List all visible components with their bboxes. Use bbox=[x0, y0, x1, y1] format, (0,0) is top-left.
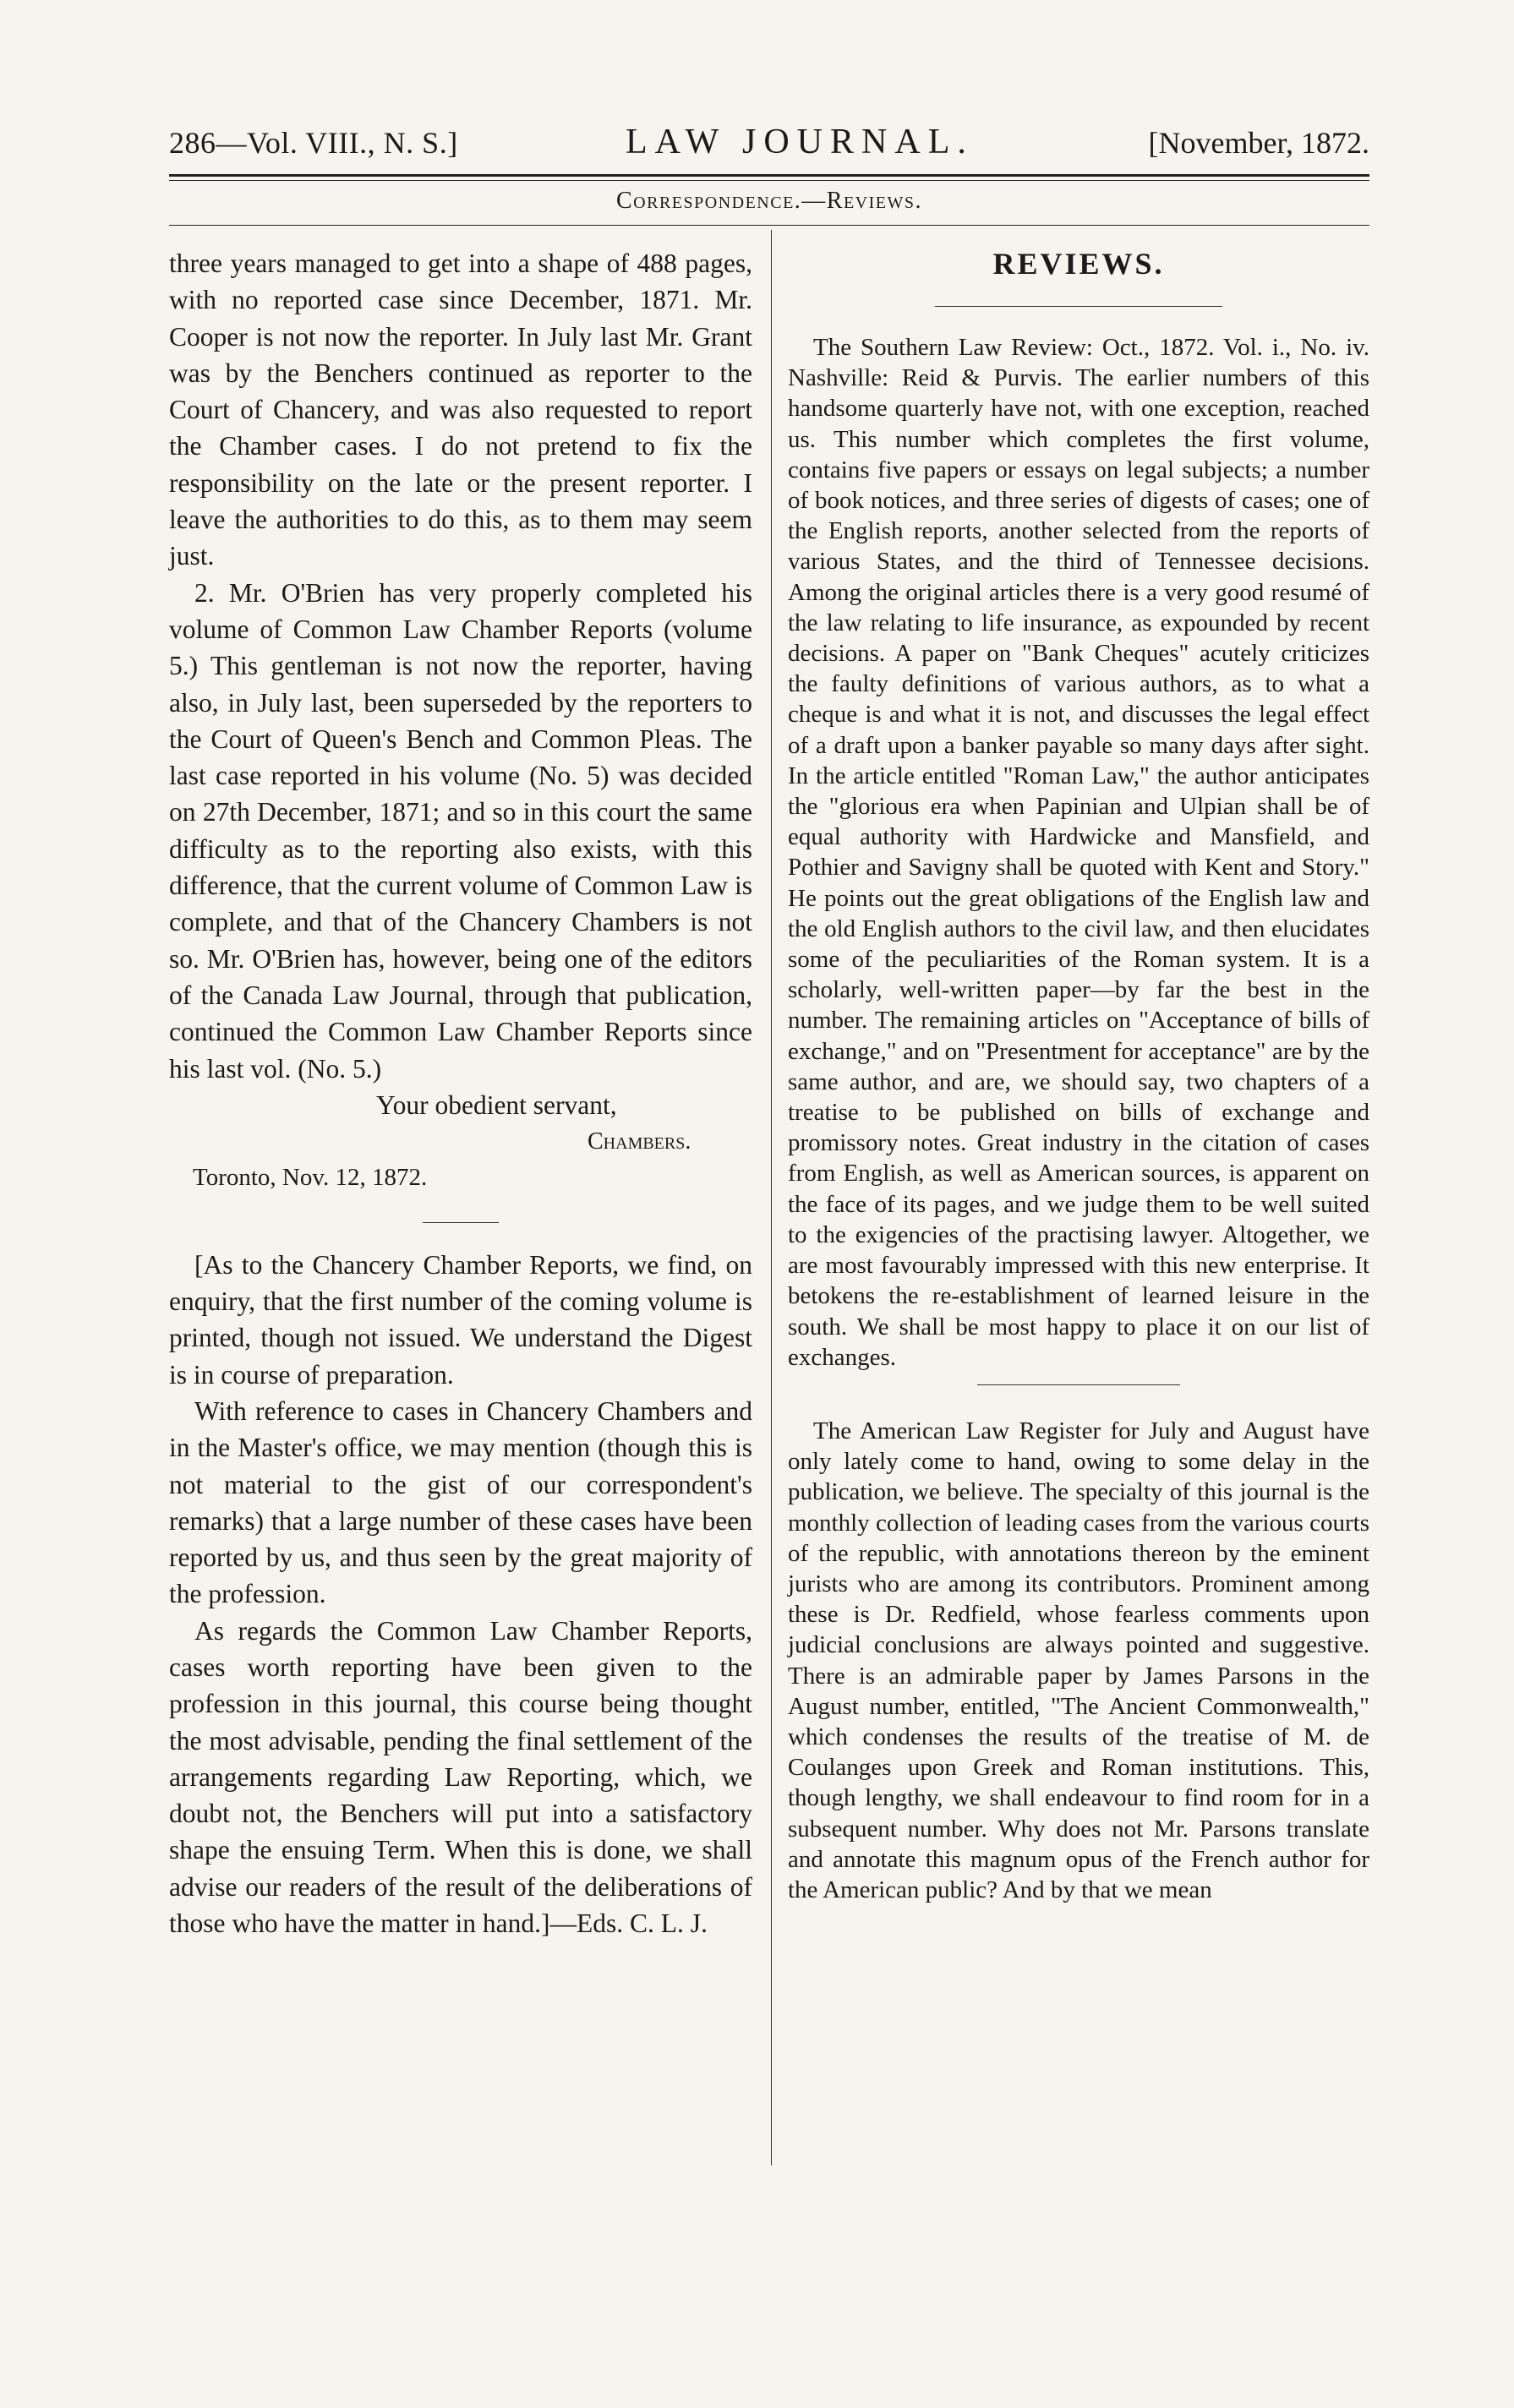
editor-note-paragraph-3: As regards the Common Law Chamber Reports, cases worth reporting have been given to the profession in this journal, this course being thought the most advisable, pending the final settlement of the arrangements regarding Law Reporting, which, we doubt not, the Benchers will put into a satisfactory shape the ensuing Term. When this is done, we shall advise our readers of the result of the deliberations of those who have the matter in hand.]—Eds. C. L. J. bbox=[169, 1615, 752, 1939]
editor-note-paragraph-1: [As to the Chancery Chamber Reports, we find, on enquiry, that the first number of the coming volume is printed, though not issued. We understand the Digest is in course of preparation. bbox=[169, 1249, 752, 1390]
reviews-title: REVIEWS. bbox=[992, 247, 1165, 281]
review-southern-law-review: The Southern Law Review: Oct., 1872. Vol. i., No. iv. Nashville: Reid & Purvis. The earlier numbers of this handsome quarterly have not, with one exception, reached us. This number which completes the first volume, contains five papers or essays on legal subjects; a number of book notices, and three series of digests of cases; one of the English reports, another selected from the reports of various States, and the third of Tennessee decisions. Among the original articles there is a very good resumé of the law relating to life insurance, as expounded by recent decisions. A paper on "Bank Cheques" acutely criticizes the faulty definitions of various authors, as to what a cheque is and what it is not, and discusses the legal effect of a draft upon a banker payable so many days after sight. In the article entitled "Roman Law," the author anticipates the "glorious era when Papinian and Ulpian shall be of equal authority with Hardwicke and Mansfield, and Pothier and Savigny shall be quoted with Kent and Story." He points out the great obligations of the English law and the old English authors to the civil law, and then elucidates some of the peculiarities of the Roman system. It is a scholarly, well-written paper—by far the best in the number. The remaining articles on "Acceptance of bills of exchange," and on "Presentment for acceptance" are by the same author, and are, we should say, two chapters of a treatise to be published on bills of exchange and promissory notes. Great industry in the citation of cases from English, as well as American sources, is apparent on the face of its pages, and we judge them to be well suited to the exigencies of the practising lawyer. Altogether, we are most favourably impressed with this new enterprise. It betokens the re-establishment of learned leisure in the south. We shall be most happy to place it on our list of exchanges. bbox=[788, 334, 1369, 1371]
right-column bbox=[788, 245, 1369, 1905]
issue-date: [November, 1872. bbox=[1148, 126, 1369, 160]
journal-title: LAW JOURNAL. bbox=[626, 123, 974, 161]
letter-paragraph-1: three years managed to get into a shape of 488 pages, with no reported case since December, 1871. Mr. Cooper is not now the reporter. In July last Mr. Grant was by the Benchers continued as reporter to the Court of Chancery, and was also requested to report the Chamber cases. I do not pretend to fix the responsibility on the late or the present reporter. I leave the authorities to do this, as to them may seem just. bbox=[169, 248, 752, 571]
header-double-rule bbox=[169, 174, 1369, 181]
left-short-rule bbox=[423, 1222, 499, 1223]
column-divider bbox=[771, 230, 772, 2165]
reviews-title-rule bbox=[935, 306, 1222, 307]
running-header bbox=[169, 118, 1369, 169]
letter-paragraph-2: 2. Mr. O'Brien has very properly completed his volume of Common Law Chamber Reports (volume 5.) This gentleman is not now the reporter, having also, in July last, been superseded by the reporters to the Court of Queen's Bench and Common Pleas. The last case reported in his volume (No. 5) was decided on 27th December, 1871; and so in this court the same difficulty as to the reporting also exists, with this difference, that the current volume of Common Law is complete, and that of the Chancery Chambers is not so. Mr. O'Brien has, however, being one of the editors of the Canada Law Journal, through that publication, continued the Common Law Chamber Reports since his last vol. (No. 5.) bbox=[169, 577, 752, 1084]
section-heading: Correspondence.—Reviews. bbox=[615, 188, 923, 214]
review-separator-rule bbox=[977, 1384, 1180, 1385]
review-american-law-register: The American Law Register for July and August have only lately come to hand, owing to some delay in the publication, we believe. The specialty of this journal is the monthly collection of leading cases from the various courts of the republic, with annotations thereon by the eminent jurists who are among its contributors. Prominent among these is Dr. Redfield, whose fearless comments upon judicial conclusions are always pointed and suggestive. There is an admirable paper by James Parsons in the August number, entitled, "The Ancient Commonwealth," which condenses the results of the treatise of M. de Coulanges upon Greek and Roman institutions. This, though lengthy, we shall endeavour to find room for in a subsequent number. Why does not Mr. Parsons translate and annotate this magnum opus of the French author for the American public? And by that we mean bbox=[788, 1417, 1369, 1903]
editor-note-paragraph-2: With reference to cases in Chancery Chambers and in the Master's office, we may mention (though this is not material to the gist of our correspondent's remarks) that a large number of these cases have been reported by us, and thus seen by the great majority of the profession. bbox=[169, 1395, 752, 1609]
letter-signature: Chambers. bbox=[588, 1128, 691, 1155]
letter-closing: Your obedient servant, bbox=[376, 1089, 617, 1120]
letter-dateline: Toronto, Nov. 12, 1872. bbox=[193, 1164, 428, 1192]
letter-signature-block bbox=[169, 1087, 752, 1197]
section-rule bbox=[169, 225, 1369, 226]
left-column bbox=[169, 245, 752, 1941]
page-volume-label: 286—Vol. VIII., N. S.] bbox=[169, 126, 458, 160]
